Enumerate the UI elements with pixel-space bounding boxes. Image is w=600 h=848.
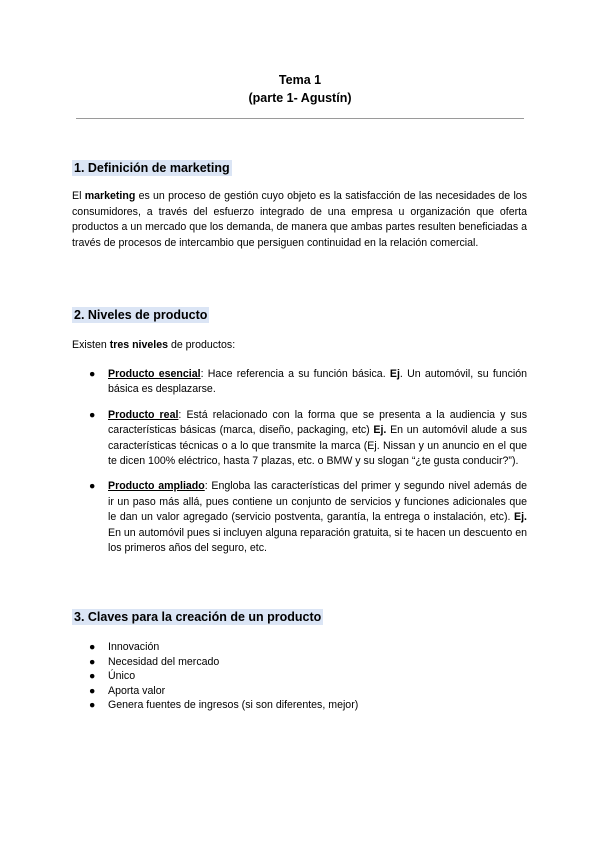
list-item-text: Aporta valor (108, 684, 166, 697)
levels-intro (72, 338, 527, 354)
text-run: Existen (72, 339, 110, 351)
list-item-text: Único (108, 670, 136, 683)
list-item-augmented-product (89, 479, 527, 556)
bullet-icon: ● (89, 641, 96, 653)
text-run: Hace referencia a su función básica. (207, 368, 390, 380)
list-item-text: Innovación (108, 641, 160, 653)
bullet-icon: ● (89, 480, 96, 493)
text-run: En un automóvil alude a sus características técnicas o a lo que transmite la marca (Ej. Nissan y un anuncio en el que te dicen 100% eléctrico, hasta 7 plazas, etc. o BMW y su slogan “¿te gusta conducir?”). (108, 424, 527, 468)
term-real-product: Producto real (108, 408, 179, 421)
product-keys-list (89, 640, 527, 713)
bullet-icon: ● (89, 670, 96, 683)
section-heading-keys: 3. Claves para la creación de un producto (74, 610, 322, 624)
list-item (89, 640, 527, 655)
text-run: . Un automóvil, su función básica es desplazarse. (108, 368, 528, 396)
bold-term-three-levels: tres niveles (109, 339, 168, 351)
text-run: : (200, 368, 208, 380)
bullet-icon: ● (89, 684, 96, 697)
example-label: Ej. (514, 511, 527, 524)
list-item (89, 684, 527, 699)
text-run: Está relacionado con la forma que se presenta a la audiencia y sus características básicas (marca, diseño, packaging, etc) (108, 408, 527, 437)
section-heading-definition: 1. Definición de marketing (74, 161, 230, 175)
text-run: Engloba las características del primer y segundo nivel además de ir un paso más allá, pues contiene un conjunto de servicios y funciones adicionales que le dan un valor agregado (servicio postventa, garantía, la entrega o instalación, etc). (108, 480, 527, 524)
example-label: Ej. (373, 424, 387, 437)
document-title: Tema 1 (278, 73, 322, 87)
bullet-icon: ● (89, 368, 96, 380)
term-augmented-product: Producto ampliado (108, 480, 205, 493)
marketing-definition-paragraph (72, 189, 527, 251)
text-run: es un proceso de gestión cuyo objeto es la satisfacción de las necesidades de los consumidores, a través del esfuerzo integrado de una empresa u organización que oferta productos a un mercado que los demanda, de manera que ambas partes resulten beneficiadas a través de procesos de intercambio que persiguen continuidad en la relación comercial. (72, 190, 527, 249)
text-run: : (204, 480, 212, 493)
header-divider (76, 118, 524, 119)
text-run: En un automóvil pues si incluyen alguna reparación gratuita, si te hacen un descuento en los primeros años del seguro, etc. (108, 526, 527, 555)
bullet-icon: ● (89, 699, 96, 712)
document-subtitle: (parte 1- Agustín) (248, 91, 352, 105)
text-run: de productos: (168, 339, 236, 351)
example-label: Ej (389, 368, 400, 380)
list-item-core-product (89, 367, 527, 398)
list-item-real-product (89, 408, 527, 470)
text-run: : (178, 408, 187, 421)
bullet-icon: ● (89, 408, 96, 421)
list-item-text: Genera fuentes de ingresos (si son diferentes, mejor) (108, 699, 359, 712)
list-item (89, 698, 527, 713)
section-heading-levels: 2. Niveles de producto (74, 308, 208, 322)
bullet-icon: ● (89, 655, 96, 668)
product-levels-list (89, 367, 527, 566)
bold-term-marketing: marketing (84, 190, 136, 202)
term-core-product: Producto esencial (108, 368, 201, 380)
list-item-text: Necesidad del mercado (108, 655, 220, 668)
list-item (89, 655, 527, 670)
text-run: El (72, 190, 85, 202)
list-item (89, 669, 527, 684)
